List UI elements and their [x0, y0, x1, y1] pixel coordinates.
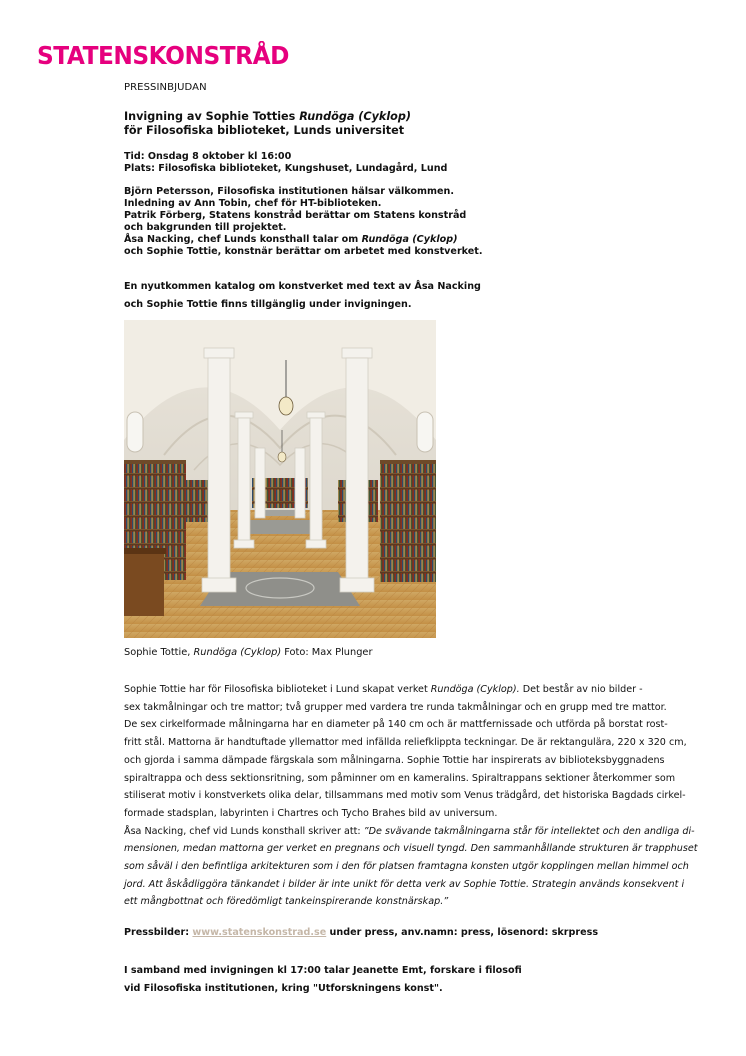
caption-work: Rundöga (Cyklop) — [193, 647, 282, 658]
quote-line: som såväl i den befintliga arkitekturen som i den för platsen framtagna konsten utgör kopplingen mellan himmel och — [124, 861, 689, 873]
catalog-notice — [124, 278, 724, 314]
title-work: Rundöga (Cyklop) — [299, 110, 411, 123]
body-line: Det består av nio bilder - — [519, 684, 643, 695]
catalog-line: och Sophie Tottie finns tillgänglig under invigningen. — [124, 299, 412, 310]
body-line: sex takmålningar och tre mattor; två grupper med vardera tre runda takmålningar och en grupp med tre mattor. — [124, 701, 667, 713]
body-line: De sex cirkelformade målningarna har en diameter på 140 cm och är mattfernissade och utförda på borstat rost- — [124, 719, 668, 731]
body-line: stiliserat motiv i konstverkets olika delar, tillsammans med motiv som Venus trädgård, det historiska Bagdads cirkel- — [124, 790, 686, 802]
closing-line: I samband med invigningen kl 17:00 talar Jeanette Emt, forskare i filosofi — [124, 965, 522, 976]
website-link[interactable]: www.statenskonstrad.se — [192, 927, 327, 938]
closing-line: vid Filosofiska institutionen, kring "Utforskningens konst". — [124, 983, 443, 994]
quote-line: mensionen, medan mattorna ger verket en pregnans och visuell tyngd. Den sammanhållande strukturen är trapphuset — [124, 843, 698, 855]
quote-line: ”De svävande takmålningarna står för intellektet och den andliga di- — [363, 825, 695, 837]
caption-artist: Sophie Tottie, — [124, 647, 194, 658]
body-line: fritt stål. Mattorna är handtuftade yllemattor med infällda reliefklippta teckningar. De är rektangulära, 220 x 320 cm, — [124, 737, 687, 749]
closing-note — [124, 962, 724, 998]
quote-line: ett mångbottnat och föredömligt tankeinspirerande konstnärskap.” — [124, 896, 449, 908]
caption-credit: Foto: Max Plunger — [281, 647, 373, 658]
title-subtitle: för Filosofiska biblioteket, Lunds universitet — [124, 124, 405, 137]
event-details — [124, 151, 724, 175]
brand-logo: STATENSKONSTRÅD — [37, 41, 289, 70]
event-time: Tid: Onsdag 8 oktober kl 16:00 — [124, 151, 292, 162]
program-line: Björn Petersson, Filosofiska institutionen hälsar välkommen. — [124, 186, 454, 197]
press-label: Pressbilder: — [124, 927, 193, 938]
event-place: Plats: Filosofiska biblioteket, Kungshuset, Lundagård, Lund — [124, 163, 448, 174]
body-line: Sophie Tottie har för Filosofiska biblioteket i Lund skapat verket — [124, 684, 431, 695]
event-program — [124, 186, 724, 258]
press-images-info — [124, 927, 724, 939]
program-line: och bakgrunden till projektet. — [124, 222, 287, 233]
body-line: Åsa Nacking, chef vid Lunds konsthall skriver att: — [124, 825, 364, 837]
library-photo — [124, 320, 436, 638]
body-line: formade stadsplan, labyrinten i Chartres och Tycho Brahes bild av universum. — [124, 807, 498, 819]
catalog-line: En nyutkommen katalog om konstverket med text av Åsa Nacking — [124, 281, 481, 292]
program-line: Patrik Förberg, Statens konstråd berättar om Statens konstråd — [124, 210, 467, 221]
photo-caption — [124, 647, 724, 659]
body-work: Rundöga (Cyklop). — [430, 684, 520, 695]
document-title — [124, 110, 724, 138]
body-line: och gjorda i samma dämpade färgskala som målningarna. Sophie Tottie har inspirerats av biblioteksbyggnadens — [124, 754, 665, 766]
quote-line: jord. Att åskådliggöra tänkandet i bilder är inte unikt för detta verk av Sophie Tottie. Strategin används konsekvent i — [124, 878, 685, 890]
body-line: spiraltrappa och dess sektionsritning, som påminner om en kameralins. Spiraltrappans sektioner återkommer som — [124, 772, 676, 784]
program-work: Rundöga (Cyklop) — [361, 234, 458, 245]
program-line: och Sophie Tottie, konstnär berättar om arbetet med konstverket. — [124, 246, 483, 257]
title-prefix: Invigning av Sophie Totties — [124, 110, 300, 123]
program-line: Inledning av Ann Tobin, chef för HT-biblioteken. — [124, 198, 382, 209]
body-text — [124, 681, 729, 911]
program-line: Åsa Nacking, chef Lunds konsthall talar om — [124, 234, 362, 245]
press-credentials: under press, anv.namn: press, lösenord: skrpress — [326, 927, 599, 938]
document-kicker: PRESSINBJUDAN — [124, 82, 207, 93]
